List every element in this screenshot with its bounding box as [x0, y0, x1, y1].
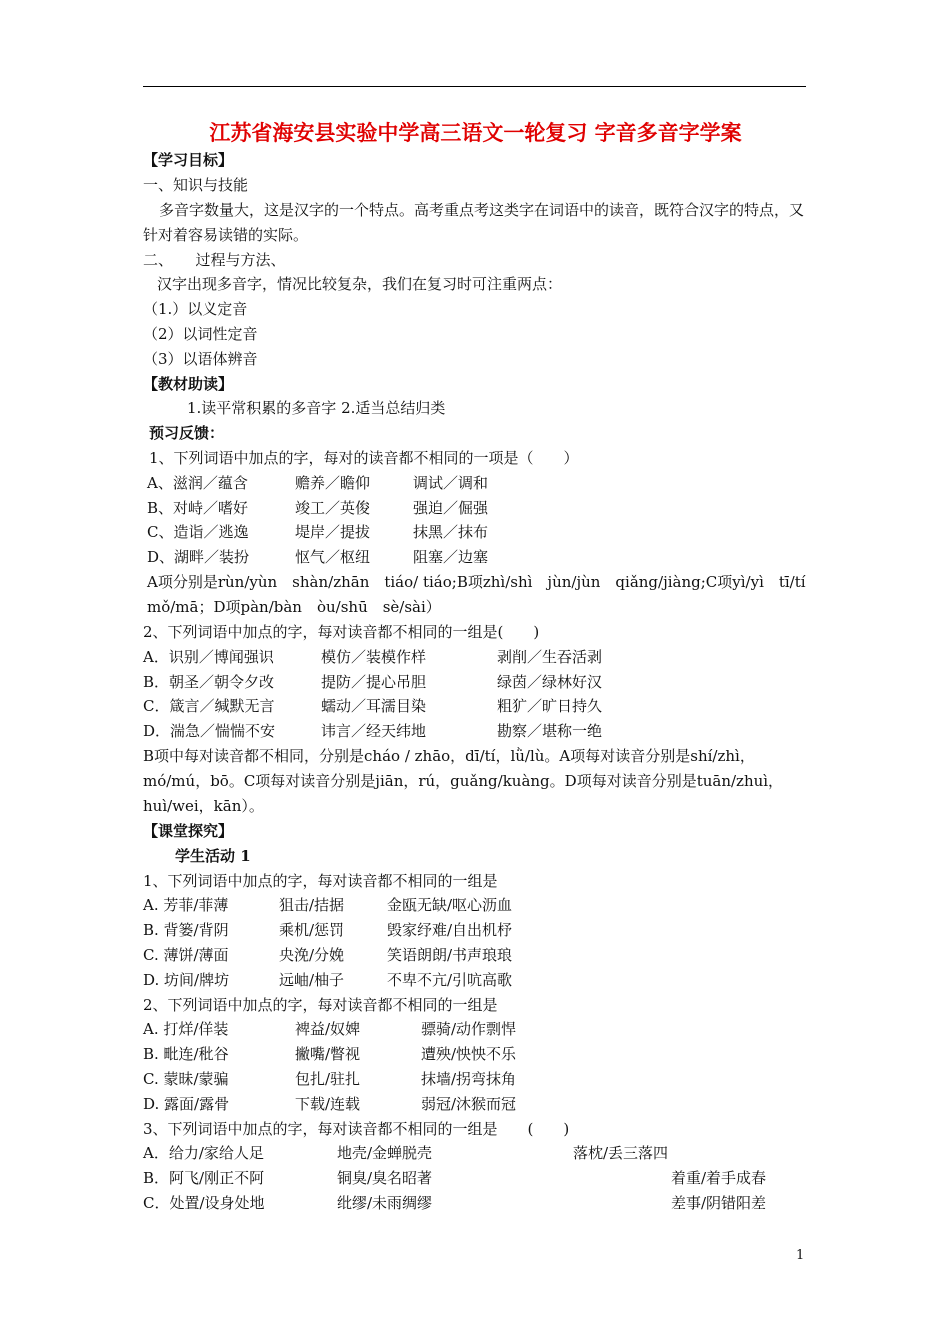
goals-s1-text: 多音字数量大，这是汉字的一个特点。高考重点考这类字在词语中的读音，既符合汉字的特点，又针对着容易读错的实际。 [143, 200, 805, 244]
ex1-option-c3: 笑语朗朗/书声琅琅 [387, 945, 513, 964]
q2-option-row [143, 719, 808, 744]
goals-point: （1.）以义定音 [143, 300, 248, 319]
ex2-option-a3: 骠骑/动作剽悍 [421, 1020, 517, 1039]
ex2-stem: 2、下列词语中加点的字，每对读音都不相同的一组是 [143, 995, 498, 1014]
ex3-option-c1: C．处置/设身处地 [143, 1193, 265, 1212]
q2-option-d1: D．湍急／惴惴不安 [143, 722, 276, 741]
header-rule [143, 86, 806, 87]
q2-option-a3: 剥削／生吞活剥 [497, 647, 603, 666]
goals-s2-title: 二、 过程与方法、 [143, 250, 286, 269]
ex2-option-c3: 抹墙/拐弯抹角 [421, 1069, 517, 1088]
ex1-option-row [143, 918, 808, 943]
page-number: 1 [796, 1248, 805, 1263]
ex1-option-b3: 毁家纾难/自出机杼 [387, 921, 513, 940]
preview-title: 预习反馈： [149, 424, 225, 443]
section-heading-goals: 【学习目标】 [143, 151, 234, 169]
ex1-option-a1: A. 芳菲/菲薄 [143, 896, 229, 915]
ex2-option-row [143, 1042, 808, 1067]
ex2-option-row [143, 1067, 808, 1092]
ex2-option-c1: C. 蒙昧/蒙骗 [143, 1069, 229, 1088]
q1-option-a1: A、滋润／蕴含 [147, 473, 248, 492]
ex3-option-b1: B．阿飞/刚正不阿 [143, 1169, 265, 1188]
goals-s1-title: 一、知识与技能 [143, 175, 249, 194]
goals-s2-text: 汉字出现多音字，情况比较复杂，我们在复习时可注重两点： [157, 275, 563, 294]
goals-point: （2）以词性定音 [143, 324, 258, 343]
q1-option-row [143, 496, 808, 521]
q2-option-d3: 勘察／堪称一绝 [497, 722, 603, 741]
ex3-option-a2: 地壳/金蝉脱壳 [337, 1144, 433, 1163]
ex1-option-d2: 远岫/柚子 [279, 970, 345, 989]
q1-option-c3: 抹黑／抹布 [413, 523, 489, 542]
ex1-option-a2: 狙击/拮据 [279, 896, 345, 915]
ex2-option-b2: 撇嘴/瞥视 [295, 1045, 361, 1064]
section-heading-class: 【课堂探究】 [143, 821, 234, 840]
ex2-option-d3: 弱冠/沐猴而冠 [421, 1094, 517, 1113]
ex1-option-b2: 乘机/惩罚 [279, 921, 345, 940]
ex3-option-row [143, 1191, 808, 1216]
ex1-option-row [143, 943, 808, 968]
ex2-option-d2: 下载/连载 [295, 1094, 361, 1113]
ex1-option-b1: B. 背篓/背阴 [143, 921, 229, 940]
q1-option-b2: 竣工／英俊 [295, 498, 371, 517]
q1-option-row [143, 471, 808, 496]
ex2-option-a2: 裨益/奴婢 [295, 1020, 361, 1039]
q2-option-c3: 粗犷／旷日持久 [497, 697, 603, 716]
q2-stem: 2、下列词语中加点的字，每对读音都不相同的一组是( ) [143, 622, 540, 641]
ex3-option-c2: 纰缪/未雨绸缪 [337, 1193, 433, 1212]
q1-option-d2: 怄气／枢纽 [295, 548, 371, 567]
q1-answer: A项分别是rùn/yùn shàn/zhān tiáo/ tiáo;B项zhì/shì jùn/jùn qiǎng/jiàng;C项yì/yì tī/tí mǒ/mā；D项pàn/bàn òu/shū sè/sài） [147, 572, 821, 616]
q2-option-b3: 绿茵／绿林好汉 [497, 672, 603, 691]
goals-point: （3）以语体辨音 [143, 349, 258, 368]
q2-option-d2: 讳言／经天纬地 [321, 722, 427, 741]
q2-option-b1: B．朝圣／朝令夕改 [143, 672, 275, 691]
ex3-option-b2: 铜臭/臭名昭著 [337, 1169, 433, 1188]
ex3-option-b3: 着重/着手成春 [671, 1169, 767, 1188]
ex1-option-row [143, 893, 808, 918]
ex3-option-row [143, 1141, 808, 1166]
ex3-option-a3: 落枕/丢三落四 [573, 1144, 669, 1163]
q1-option-a2: 赡养／瞻仰 [295, 473, 371, 492]
q1-option-b3: 强迫／倔强 [413, 498, 489, 517]
q2-option-c2: 蠕动／耳濡目染 [321, 697, 427, 716]
document-page [143, 118, 821, 1216]
ex3-option-c3: 差事/阴错阳差 [671, 1193, 767, 1212]
document-title: 江苏省海安县实验中学高三语文一轮复习 字音多音字学案 [209, 120, 742, 145]
ex3-stem: 3、下列词语中加点的字，每对读音都不相同的一组是 ( ) [143, 1119, 570, 1138]
ex2-option-b1: B. 毗连/秕谷 [143, 1045, 229, 1064]
q2-option-row [143, 694, 808, 719]
ex2-option-d1: D. 露面/露骨 [143, 1094, 230, 1113]
q2-option-a2: 模仿／装模作样 [321, 647, 427, 666]
ex1-option-c2: 央浼/分娩 [279, 945, 345, 964]
q1-option-c2: 堤岸／提拔 [295, 523, 371, 542]
q2-option-row [143, 670, 808, 695]
ex1-option-d3: 不卑不亢/引吭高歌 [387, 970, 513, 989]
q1-option-d3: 阻塞／边塞 [413, 548, 489, 567]
ex2-option-row [143, 1017, 808, 1042]
q2-answer: B项中每对读音都不相同，分别是cháo / zhāo，dī/tí，lǜ/lù。A项每对读音分别是shí/zhì，mó/mú，bō。C项每对读音分别是jiān，rú，guǎng/kuàng。D项每对读音分别是tuān/zhuì，huì/wei，kān）。 [143, 746, 784, 815]
ex1-option-c1: C. 薄饼/薄面 [143, 945, 229, 964]
q2-option-row [143, 645, 808, 670]
q2-option-c1: C．箴言／缄默无言 [143, 697, 275, 716]
ex1-option-row [143, 968, 808, 993]
ex3-option-row [143, 1166, 808, 1191]
textbook-line: 1.读平常积累的多音字 2.适当总结归类 [187, 399, 446, 418]
q1-option-b1: B、对峙／嗜好 [147, 498, 249, 517]
ex1-option-a3: 金瓯无缺/呕心沥血 [387, 896, 513, 915]
ex1-stem: 1、下列词语中加点的字，每对读音都不相同的一组是 [143, 871, 498, 890]
activity-title: 学生活动 1 [175, 846, 251, 865]
q1-option-c1: C、造诣／逃逸 [147, 523, 249, 542]
ex2-option-c2: 包扎/驻扎 [295, 1069, 361, 1088]
ex1-option-d1: D. 坊间/牌坊 [143, 970, 230, 989]
ex2-option-b3: 遭殃/怏怏不乐 [421, 1045, 517, 1064]
q1-stem: 1、下列词语中加点的字，每对的读音都不相同的一项是（ ） [149, 448, 579, 467]
q1-option-row [143, 520, 808, 545]
ex3-option-a1: A．给力/家给人足 [143, 1144, 264, 1163]
q1-option-a3: 调试／调和 [413, 473, 489, 492]
ex2-option-row [143, 1092, 808, 1117]
q2-option-a1: A．识别／博闻强识 [143, 647, 274, 666]
q2-option-b2: 提防／提心吊胆 [321, 672, 427, 691]
section-heading-textbook: 【教材助读】 [143, 374, 234, 393]
q1-option-row [143, 545, 808, 570]
q1-option-d1: D、湖畔／装扮 [147, 548, 250, 567]
ex2-option-a1: A. 打烊/佯装 [143, 1020, 229, 1039]
